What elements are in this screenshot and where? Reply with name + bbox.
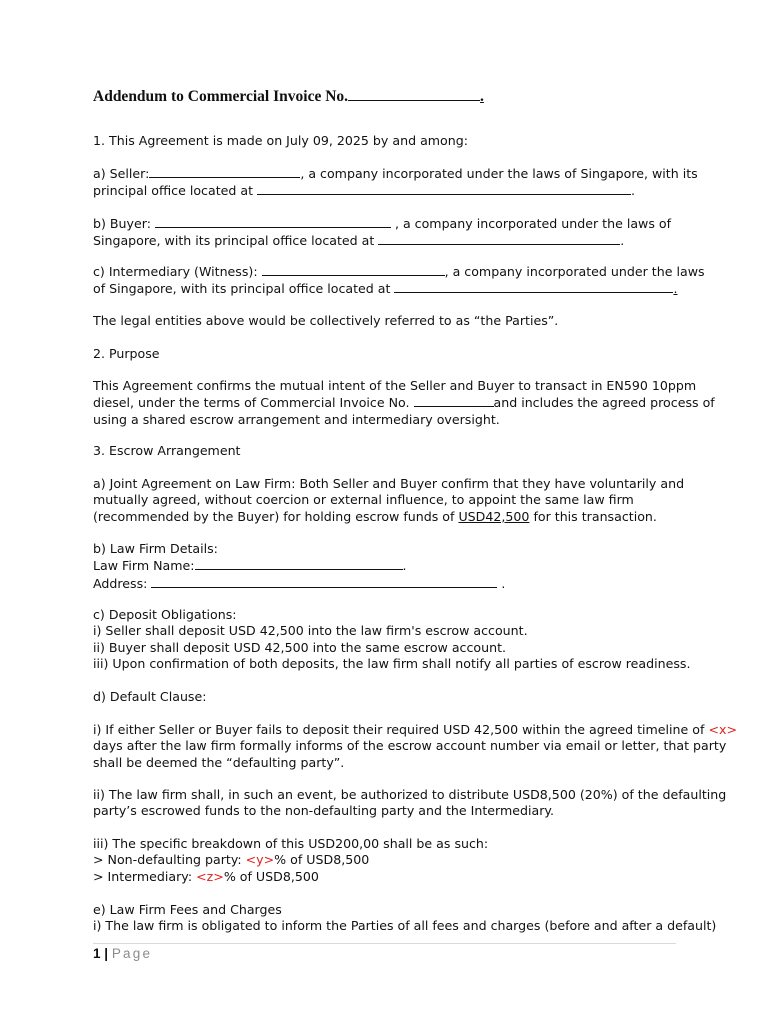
page-number: 1	[93, 946, 101, 961]
escrow-amount: USD42,500	[458, 508, 530, 524]
default-clause-heading: d) Default Clause:	[93, 689, 207, 704]
invoice-number-blank[interactable]	[348, 88, 480, 101]
escrow-heading: 3. Escrow Arrangement	[93, 443, 241, 458]
parties-definition: The legal entities above would be collectively referred to as “the Parties”.	[93, 313, 559, 328]
buyer-clause: b) Buyer: , a company incorporated under the laws of Singapore, with its principal office located at .	[93, 216, 672, 249]
seller-clause: a) Seller: , a company incorporated under the laws of Singapore, with its principal office located at .	[93, 166, 698, 199]
placeholder-z: <z>	[196, 868, 224, 884]
law-firm-address-blank[interactable]	[151, 575, 497, 588]
law-firm-details: b) Law Firm Details: Law Firm Name: . Address: .	[93, 541, 506, 591]
placeholder-x: <x>	[708, 722, 737, 737]
intermediary-address-blank[interactable]	[394, 280, 673, 293]
buyer-name-blank[interactable]	[155, 215, 391, 228]
seller-address-blank[interactable]	[257, 182, 631, 195]
agreement-date-line: 1. This Agreement is made on July 09, 2025 by and among:	[93, 133, 468, 148]
joint-agreement-clause: a) Joint Agreement on Law Firm: Both Seller and Buyer confirm that they have voluntarily and mutually agreed, without coercion or external influence, to appoint the same law firm (recommended by the Buyer) for holding escrow funds of USD42,500 for this transaction.	[93, 476, 685, 524]
seller-name-blank[interactable]	[149, 165, 300, 178]
document-page	[93, 0, 737, 1024]
document-title: Addendum to Commercial Invoice No. .	[93, 88, 484, 105]
deposit-obligations: c) Deposit Obligations: i) Seller shall deposit USD 42,500 into the law firm's escrow account. ii) Buyer shall deposit USD 42,500 into the same escrow account. iii) Upon confirmation of both deposits, the law firm shall notify all parties of escrow readiness.	[93, 607, 691, 671]
buyer-address-blank[interactable]	[378, 232, 620, 245]
page-label: Page	[111, 946, 153, 961]
purpose-paragraph: This Agreement confirms the mutual intent of the Seller and Buyer to transact in EN590 10ppm diesel, under the terms of Commercial Invoice No. and includes the agreed process of using a shared escrow arrangement and intermediary oversight.	[93, 378, 715, 427]
commercial-invoice-blank[interactable]	[414, 394, 494, 407]
default-clause-i: i) If either Seller or Buyer fails to deposit their required USD 42,500 within the agreed timeline of <x> days after the law firm formally informs of the escrow account number via email or letter, that party shall be deemed the “defaulting party”.	[93, 722, 737, 770]
intermediary-clause: c) Intermediary (Witness): , a company incorporated under the laws of Singapore, with its principal office located at .	[93, 264, 705, 297]
default-clause-ii: ii) The law firm shall, in such an event, be authorized to distribute USD8,500 (20%) of the defaulting party’s escrowed funds to the non-defaulting party and the Intermediary.	[93, 787, 727, 819]
default-clause-iii: iii) The specific breakdown of this USD200,00 shall be as such: > Non-defaulting party: <y>% of USD8,500 > Intermediary: <z>% of USD8,500	[93, 836, 489, 884]
intermediary-name-blank[interactable]	[262, 263, 445, 276]
page-footer	[93, 945, 152, 963]
law-firm-name-blank[interactable]	[195, 557, 403, 570]
footer-separator: |	[104, 946, 109, 961]
purpose-heading: 2. Purpose	[93, 346, 160, 361]
law-firm-fees: e) Law Firm Fees and Charges i) The law firm is obligated to inform the Parties of all fees and charges (before and after a default)	[93, 902, 717, 934]
footer-divider	[93, 943, 676, 944]
placeholder-y: <y>	[245, 852, 275, 868]
